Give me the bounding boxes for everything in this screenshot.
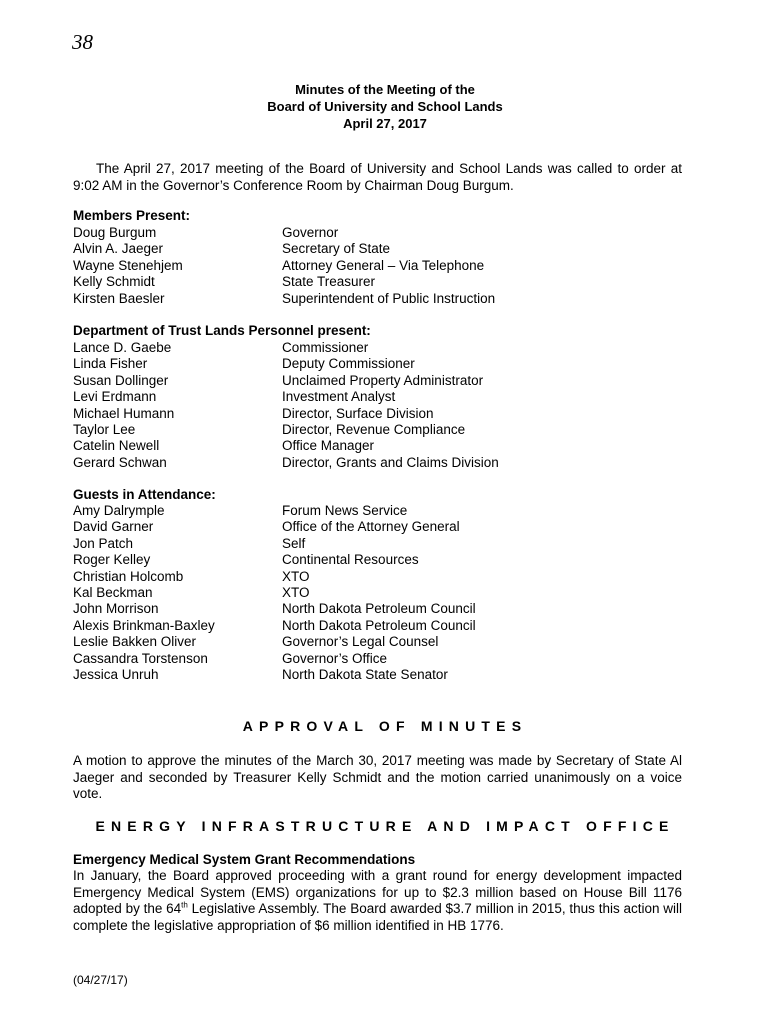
roster-row [73, 274, 693, 290]
person-role: Office Manager [282, 438, 375, 454]
person-name: Gerard Schwan [73, 454, 167, 470]
person-name: Linda Fisher [73, 356, 148, 372]
roster-row [73, 455, 693, 471]
person-name: Christian Holcomb [73, 568, 184, 584]
roster-row [73, 651, 693, 667]
person-role: Self [282, 535, 306, 551]
person-name: Taylor Lee [73, 421, 136, 437]
person-role: Secretary of State [282, 241, 391, 257]
roster-row [73, 438, 693, 454]
roster-row [73, 225, 693, 241]
person-role: Director, Surface Division [282, 405, 434, 421]
roster-row [73, 601, 693, 617]
person-name: Levi Erdmann [73, 389, 157, 405]
ems-paragraph [73, 868, 682, 934]
person-name: Lance D. Gaebe [73, 340, 172, 355]
person-name: Alvin A. Jaeger [73, 241, 164, 257]
ems-text-part-1: In January, the Board approved proceeding with a grant round for energy development impacted Emergency Medical System (EMS) organizations for up to $2.3 million based on House Bill 1176 adopted by the 64 [73, 868, 682, 916]
person-name: Catelin Newell [73, 438, 160, 454]
roster-row [73, 618, 693, 634]
person-name: Leslie Bakken Oliver [73, 634, 197, 650]
roster-row [73, 667, 693, 683]
roster-row [73, 519, 693, 535]
title-line-3: April 27, 2017 [343, 116, 427, 131]
personnel-list [73, 340, 693, 471]
roster-row [73, 340, 693, 356]
person-role: Forum News Service [282, 503, 408, 518]
members-heading: Members Present: [73, 208, 191, 223]
person-role: Attorney General – Via Telephone [282, 257, 485, 273]
person-role: North Dakota State Senator [282, 666, 448, 682]
person-role: Deputy Commissioner [282, 356, 415, 372]
roster-row [73, 503, 693, 519]
roster-row [73, 373, 693, 389]
person-role: Governor’s Office [282, 650, 388, 666]
ems-text-part-2: Legislative Assembly. The Board awarded $3.7 million in 2015, thus this action will complete the legislative appropriation of $6 million identified in HB 1776. [73, 901, 683, 933]
roster-row [73, 536, 693, 552]
title-line-2: Board of University and School Lands [267, 99, 503, 114]
guests-list [73, 503, 693, 683]
roster-row [73, 389, 693, 405]
person-role: Director, Grants and Claims Division [282, 454, 499, 470]
person-name: Kal Beckman [73, 584, 153, 600]
person-role: North Dakota Petroleum Council [282, 601, 476, 617]
person-name: Roger Kelley [73, 552, 151, 568]
person-name: Wayne Stenehjem [73, 257, 183, 273]
roster-row [73, 291, 693, 307]
person-role: State Treasurer [282, 274, 376, 290]
roster-row [73, 585, 693, 601]
person-role: Superintendent of Public Instruction [282, 290, 496, 306]
person-role: Investment Analyst [282, 389, 396, 405]
person-name: Amy Dalrymple [73, 503, 165, 518]
person-name: Michael Humann [73, 405, 175, 421]
ems-subheading: Emergency Medical System Grant Recommendations [73, 852, 416, 867]
person-name: Kirsten Baesler [73, 290, 165, 306]
page-number: 38 [72, 30, 93, 54]
approval-paragraph: A motion to approve the minutes of the March 30, 2017 meeting was made by Secretary of State Al Jaeger and seconded by Treasurer Kelly Schmidt and the motion carried unanimously on a voice vote. [73, 753, 682, 801]
roster-row [73, 569, 693, 585]
person-role: Continental Resources [282, 552, 419, 568]
person-name: Jessica Unruh [73, 666, 159, 682]
ems-superscript: th [181, 900, 188, 910]
members-list [73, 225, 693, 307]
person-name: Susan Dollinger [73, 372, 169, 388]
person-role: XTO [282, 584, 310, 600]
person-role: Commissioner [282, 340, 369, 355]
footer-date: (04/27/17) [73, 973, 128, 987]
roster-row [73, 406, 693, 422]
person-role: Governor [282, 225, 339, 240]
person-role: Unclaimed Property Administrator [282, 372, 484, 388]
person-role: Office of the Attorney General [282, 519, 460, 535]
roster-row [73, 552, 693, 568]
person-name: Alexis Brinkman-Baxley [73, 617, 215, 633]
person-name: John Morrison [73, 601, 159, 617]
roster-row [73, 258, 693, 274]
person-name: Cassandra Torstenson [73, 650, 208, 666]
energy-heading: ENERGY INFRASTRUCTURE AND IMPACT OFFICE [95, 818, 675, 834]
guests-heading: Guests in Attendance: [73, 487, 216, 502]
document-title [0, 81, 770, 132]
personnel-heading: Department of Trust Lands Personnel present: [73, 323, 371, 338]
person-role: Director, Revenue Compliance [282, 421, 466, 437]
intro-paragraph: The April 27, 2017 meeting of the Board of University and School Lands was called to order at 9:02 AM in the Governor’s Conference Room by Chairman Doug Burgum. [73, 161, 682, 193]
person-role: XTO [282, 568, 310, 584]
person-name: David Garner [73, 519, 154, 535]
person-role: Governor’s Legal Counsel [282, 634, 439, 650]
person-name: Jon Patch [73, 535, 134, 551]
person-name: Kelly Schmidt [73, 274, 155, 290]
roster-row [73, 241, 693, 257]
roster-row [73, 634, 693, 650]
person-role: North Dakota Petroleum Council [282, 617, 476, 633]
person-name: Doug Burgum [73, 225, 157, 240]
title-line-1: Minutes of the Meeting of the [295, 82, 475, 97]
approval-heading: APPROVAL OF MINUTES [242, 718, 528, 734]
roster-row [73, 356, 693, 372]
roster-row [73, 422, 693, 438]
